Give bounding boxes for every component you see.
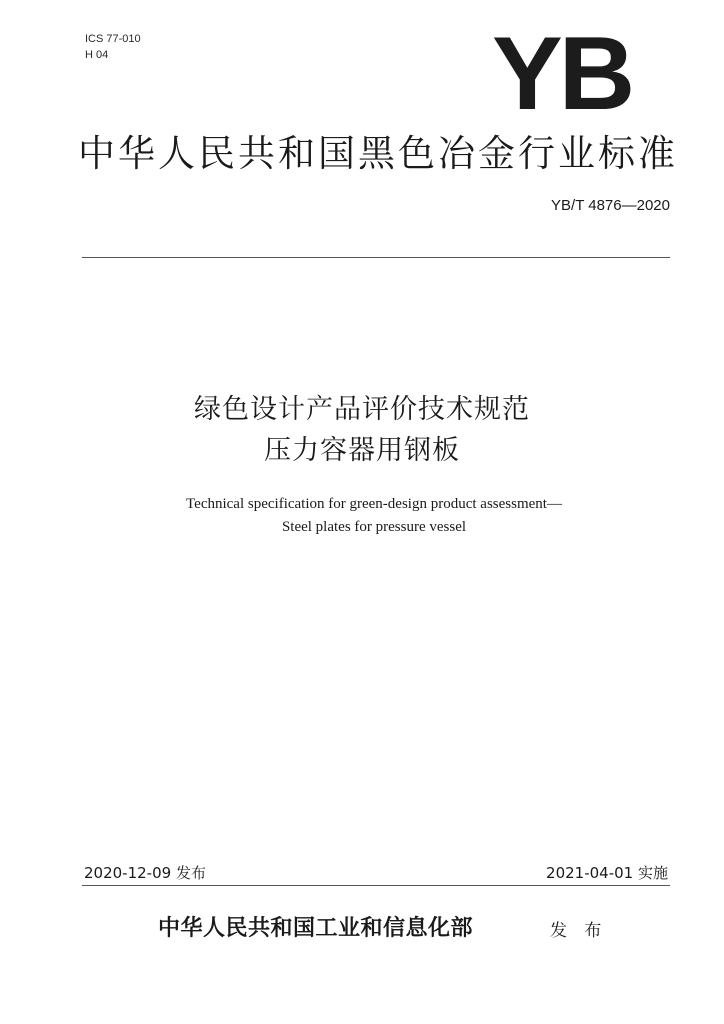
yb-logo-text: YB: [492, 16, 632, 132]
yb-logo: [492, 16, 647, 132]
chinese-title-line-2: 压力容器用钢板: [264, 435, 460, 466]
ccs-code: H 04: [85, 49, 109, 61]
standard-category-title: 中华人民共和国黑色冶金行业标准: [78, 132, 678, 175]
classification-codes: [85, 31, 141, 63]
english-title-line-2: Steel plates for pressure vessel: [281, 519, 467, 535]
standard-number: YB/T 4876—2020: [551, 197, 670, 214]
header-divider: [82, 257, 670, 258]
publisher-name: 中华人民共和国工业和信息化部: [158, 916, 474, 941]
chinese-title-line-1: 绿色设计产品评价技术规范: [194, 394, 530, 425]
implementation-date: 2021-04-01 实施: [546, 864, 668, 882]
publish-label: 发 布: [550, 921, 608, 941]
english-title-line-1: Technical specification for green-design product assessment—: [186, 496, 562, 512]
footer-divider: [82, 885, 670, 886]
ics-code: ICS 77-010: [85, 33, 141, 45]
issue-date: 2020-12-09 发布: [84, 864, 206, 882]
